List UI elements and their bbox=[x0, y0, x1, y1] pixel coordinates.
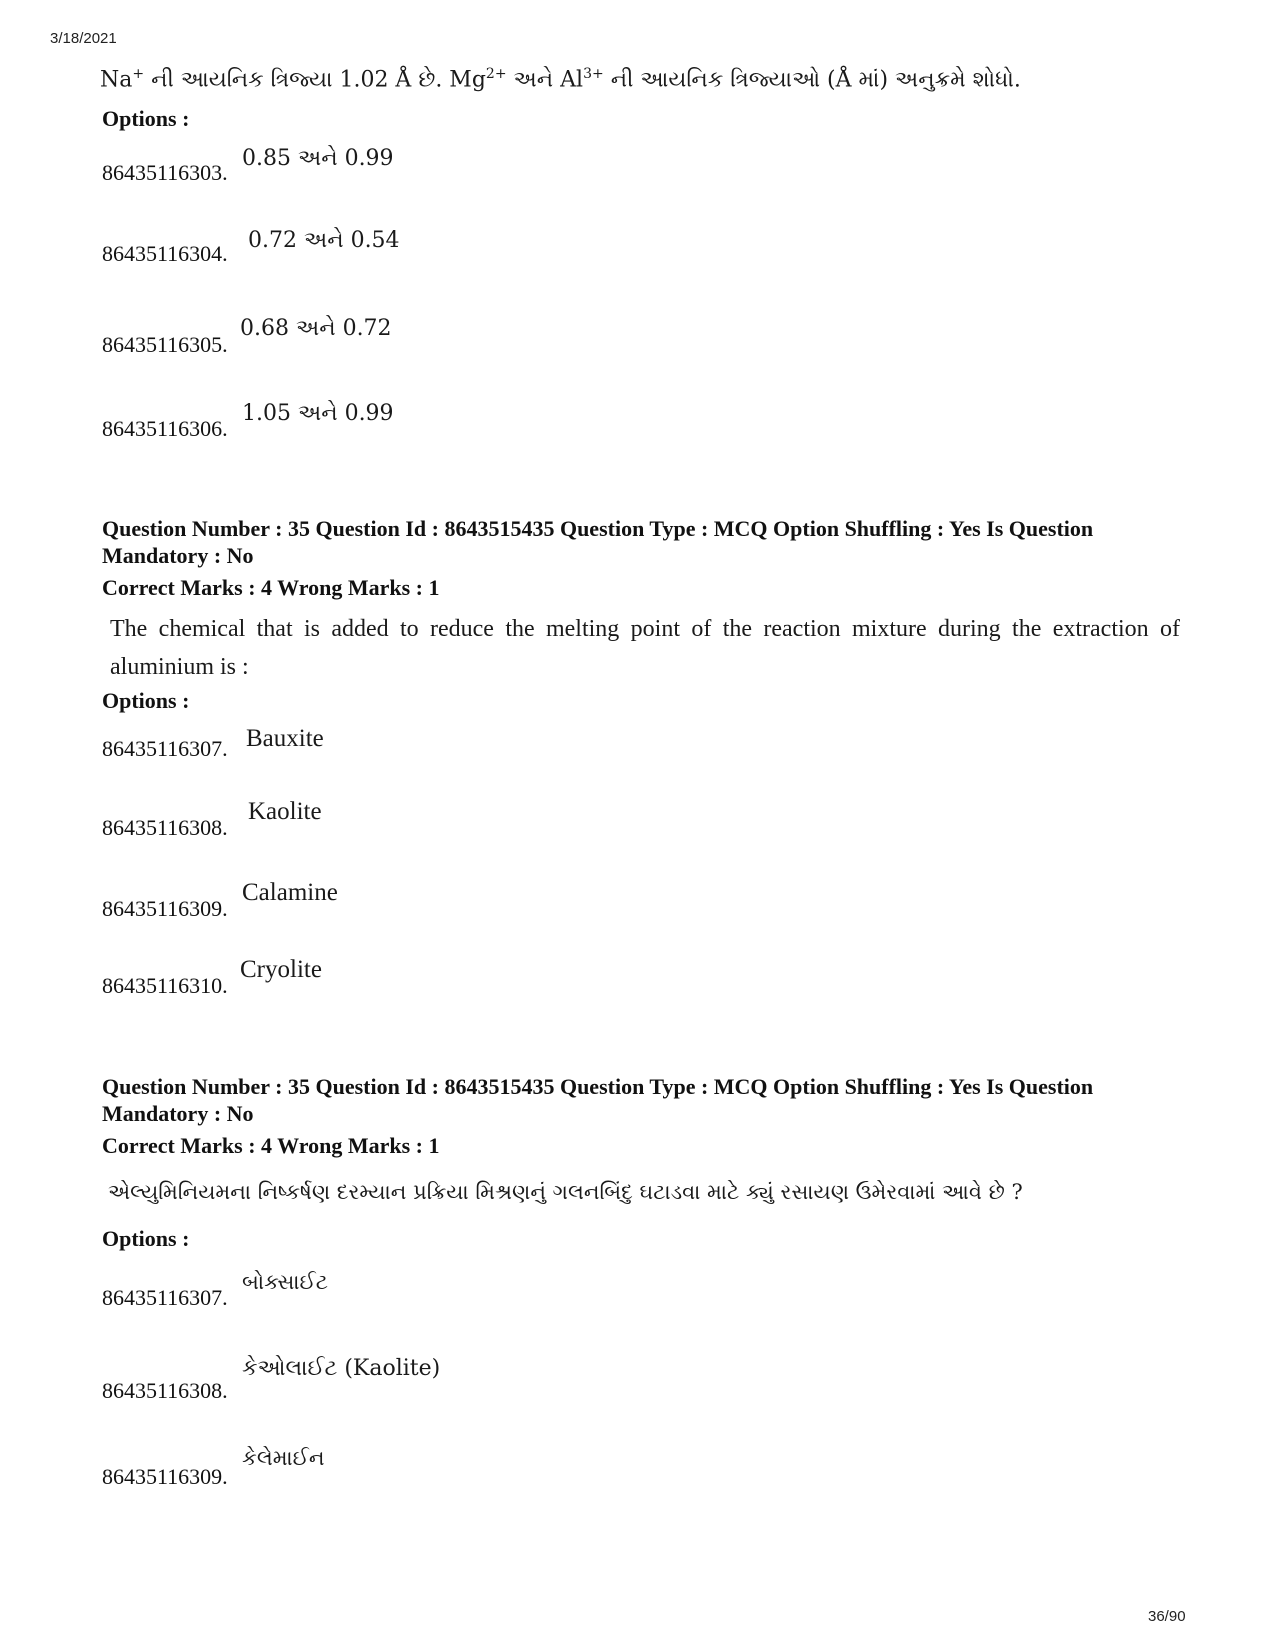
question-text-english: The chemical that is added to reduce the melting point of the reaction mixture during the extraction of aluminium is : bbox=[110, 616, 1180, 680]
options-label: Options : bbox=[102, 106, 190, 131]
q-text-part: ની આયનિક ત્રિજ્યાઓ (Å માં) અનુક્રમે શોધો. bbox=[603, 67, 1021, 93]
options-label: Options : bbox=[102, 1226, 190, 1251]
option-text: કેઓલાઈટ (Kaolite) bbox=[242, 1356, 441, 1381]
option-id: 86435116308. bbox=[102, 815, 228, 840]
option-id: 86435116306. bbox=[102, 416, 228, 441]
q-text-part: Na bbox=[100, 67, 133, 93]
question-marks: Correct Marks : 4 Wrong Marks : 1 bbox=[102, 1133, 440, 1158]
option-id: 86435116309. bbox=[102, 896, 228, 921]
question-meta: Question Number : 35 Question Id : 8643515435 Question Type : MCQ Option Shuffling : Yes Is Question Mandatory : No bbox=[102, 516, 1094, 568]
page-number: 36/90 bbox=[1148, 1608, 1186, 1625]
q-sup: + bbox=[132, 66, 145, 82]
option-id: 86435116305. bbox=[102, 332, 228, 357]
option-text: 0.85 અને 0.99 bbox=[242, 146, 394, 171]
option-text: Calamine bbox=[242, 879, 338, 906]
q-text-part: ની આયનિક ત્રિજ્યા 1.02 Å છે. Mg bbox=[144, 67, 486, 93]
option-id: 86435116303. bbox=[102, 160, 228, 185]
option-id: 86435116307. bbox=[102, 736, 228, 761]
option-text: Cryolite bbox=[240, 956, 322, 983]
q-text-part: અને Al bbox=[506, 67, 584, 93]
option-text: 0.68 અને 0.72 bbox=[240, 316, 392, 341]
question-text-ionic-radius bbox=[100, 66, 1021, 92]
option-id: 86435116304. bbox=[102, 241, 228, 266]
options-label: Options : bbox=[102, 688, 190, 713]
question-text-gujarati: એલ્યુમિનિયમના નિષ્કર્ષણ દરમ્યાન પ્રક્રિયા મિશ્રણનું ગલનબિંદુ ઘટાડવા માટે ક્યું રસાયણ ઉમેરવામાં આવે છે ? bbox=[108, 1180, 1023, 1204]
option-id: 86435116309. bbox=[102, 1464, 228, 1489]
option-id: 86435116307. bbox=[102, 1285, 228, 1310]
option-id: 86435116310. bbox=[102, 973, 228, 998]
print-date: 3/18/2021 bbox=[50, 30, 117, 47]
q-sup: 3+ bbox=[583, 66, 604, 82]
option-text: કેલેમાઈન bbox=[242, 1446, 325, 1470]
q-sup: 2+ bbox=[485, 66, 507, 82]
option-text: 0.72 અને 0.54 bbox=[248, 228, 400, 253]
option-text: Bauxite bbox=[246, 725, 324, 752]
option-id: 86435116308. bbox=[102, 1378, 228, 1403]
option-text: Kaolite bbox=[248, 798, 322, 825]
option-text: 1.05 અને 0.99 bbox=[242, 401, 394, 426]
question-marks: Correct Marks : 4 Wrong Marks : 1 bbox=[102, 575, 440, 600]
question-meta: Question Number : 35 Question Id : 8643515435 Question Type : MCQ Option Shuffling : Yes Is Question Mandatory : No bbox=[102, 1074, 1094, 1126]
option-text: બોક્સાઈટ bbox=[242, 1270, 328, 1294]
